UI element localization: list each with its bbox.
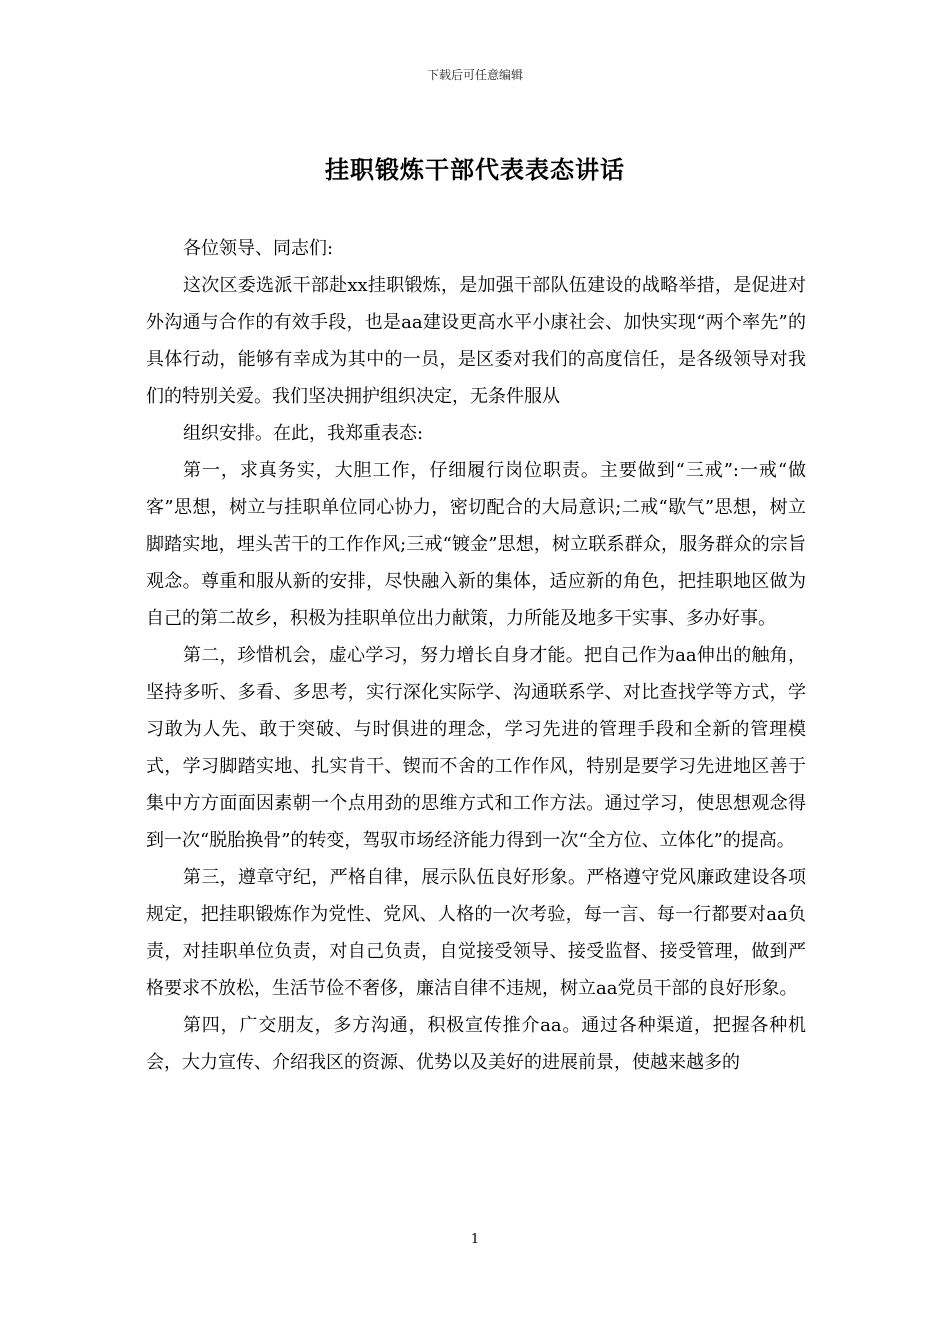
point-three-paragraph: 第三，遵章守纪，严格自律，展示队伍良好形象。严格遵守党风廉政建设各项规定，把挂职锻炼作为党性、党风、人格的一次考验，每一言、每一行都要对aa负责，对挂职单位负责，对自己负责，自觉接受领导、接受监督、接受管理，做到严格要求不放松，生活节俭不奢侈，廉洁自律不违规，树立aa党员干部的良好形象。: [146, 867, 806, 999]
point-four-paragraph: 第四，广交朋友，多方沟通，积极宣传推介aa。通过各种渠道，把握各种机会，大力宣传、介绍我区的资源、优势以及美好的进展前景，使越来越多的: [146, 1015, 806, 1073]
salutation-paragraph: 各位领导、同志们:: [183, 238, 334, 259]
point-one-paragraph: 第一，求真务实，大胆工作，仔细履行岗位职责。主要做到“三戒”:一戒“做客”思想，树立与挂职单位同心协力，密切配合的大局意识;二戒“歇气”思想，树立脚踏实地，埋头苦干的工作作风;三戒“镀金”思想，树立联系群众，服务群众的宗旨观念。尊重和服从新的安排，尽快融入新的集体，适应新的角色，把挂职地区做为自己的第二故乡，积极为挂职单位出力献策，力所能及地多干实事、多办好事。: [146, 460, 806, 629]
page-number: 1: [470, 1232, 480, 1247]
document-title: 挂职锻炼干部代表表态讲话: [325, 155, 625, 184]
pledge-intro-paragraph: 组织安排。在此，我郑重表态:: [183, 423, 424, 444]
document-body: [146, 230, 806, 1081]
intro-paragraph: 这次区委选派干部赴xx挂职锻炼，是加强干部队伍建设的战略举措，是促进对外沟通与合作的有效手段，也是aa建设更高水平小康社会、加快实现“两个率先”的具体行动，能够有幸成为其中的一员，是区委对我们的高度信任，是各级领导对我们的特别关爱。我们坚决拥护组织决定，无条件服从: [146, 275, 806, 407]
point-two-paragraph: 第二，珍惜机会，虚心学习，努力增长自身才能。把自己作为aa伸出的触角，坚持多听、多看、多思考，实行深化实际学、沟通联系学、对比查找学等方式，学习敢为人先、敢于突破、与时俱进的理念，学习先进的管理手段和全新的管理模式，学习脚踏实地、扎实肯干、锲而不舍的工作作风，特别是要学习先进地区善于集中方方面面因素朝一个点用劲的思维方式和工作方法。通过学习，使思想观念得到一次“脱胎换骨”的转变，驾驭市场经济能力得到一次“全方位、立体化”的提高。: [146, 645, 806, 851]
header-note: 下载后可任意编辑: [426, 68, 523, 82]
